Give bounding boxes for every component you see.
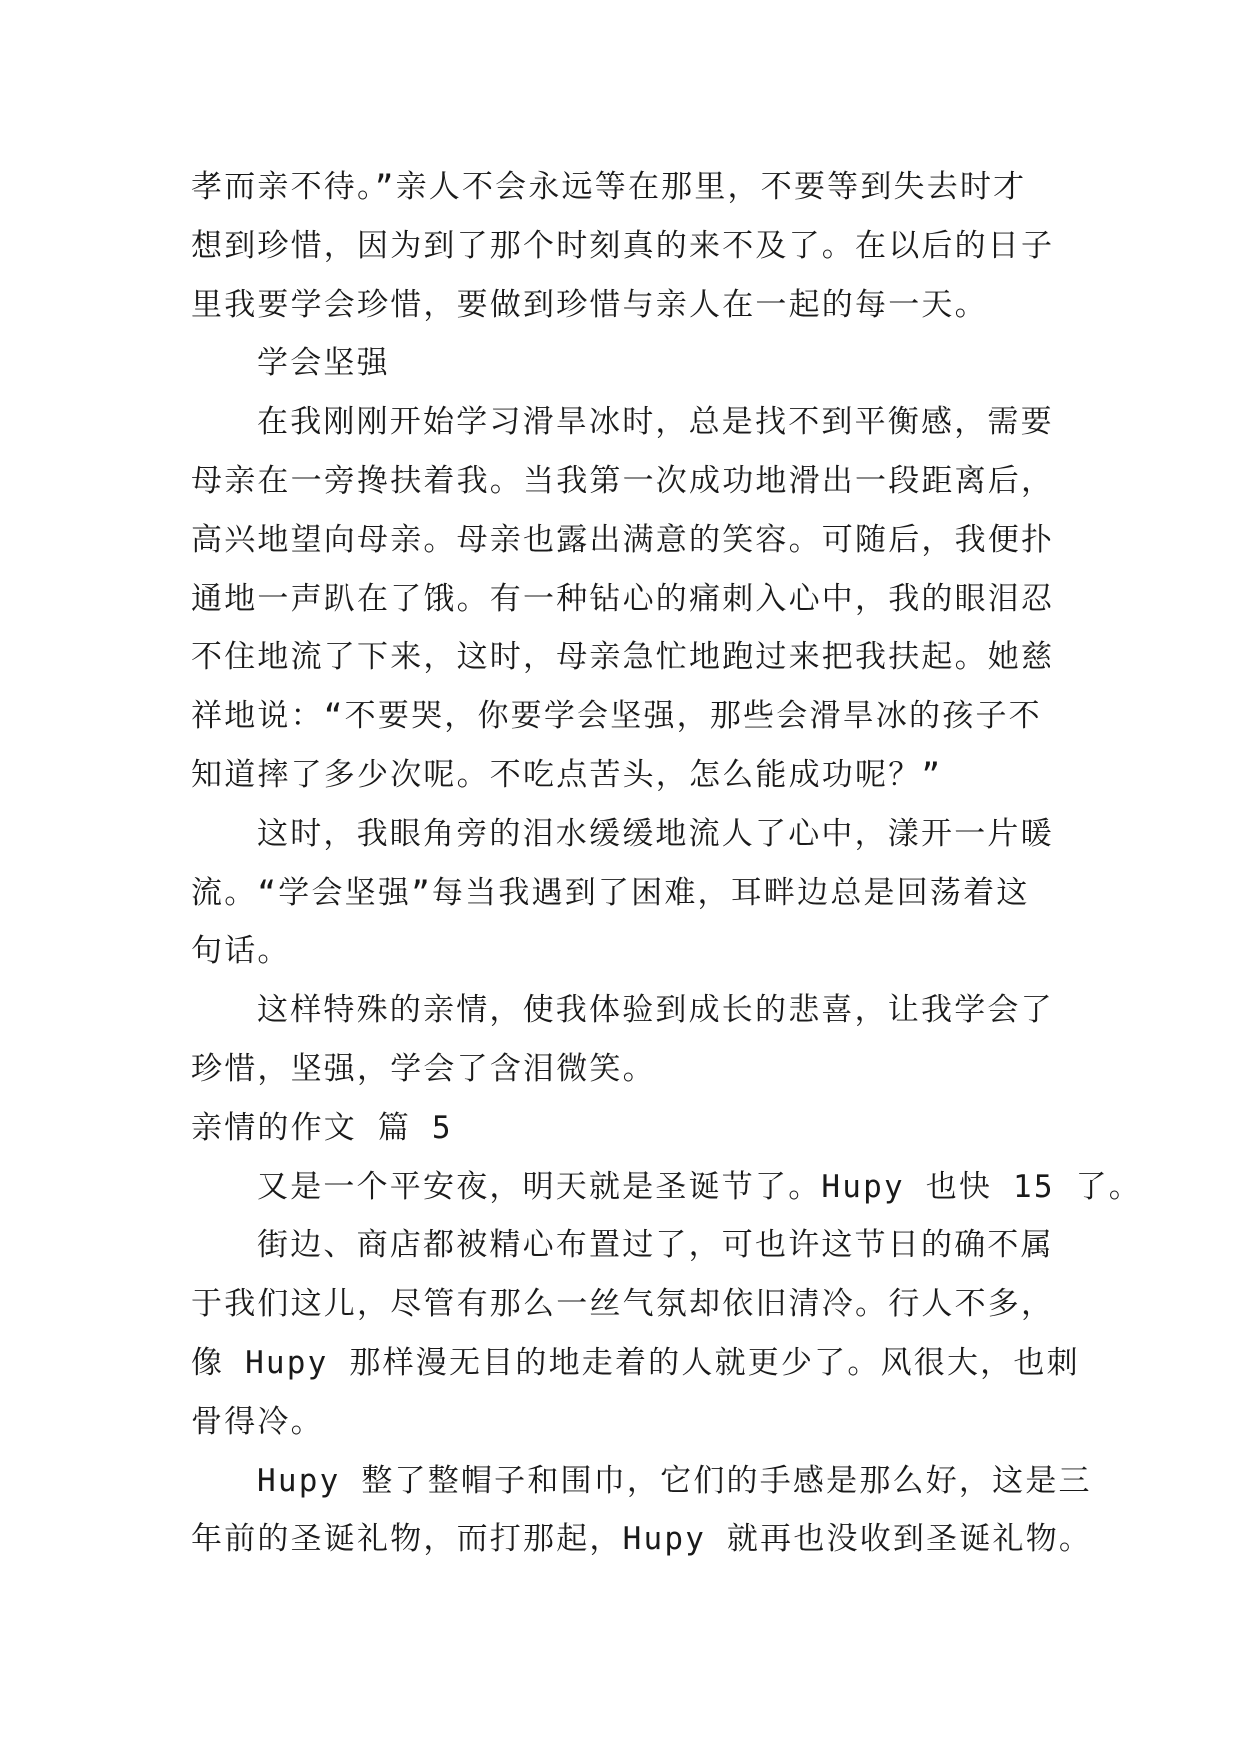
paragraph-line: 流。“学会坚强”每当我遇到了困难，耳畔边总是回荡着这 [191,874,1030,911]
paragraph-line: 想到珍惜，因为到了那个时刻真的来不及了。在以后的日子 [191,227,1055,264]
heading-text: 亲情的作文 篇 5 [191,1109,453,1146]
paragraph-line: 像 Hupy 那样漫无目的地走着的人就更少了。风很大，也刺 [191,1344,1080,1381]
paragraph [191,1452,1093,1570]
paragraph-line: 于我们这儿，尽管有那么一丝气氛却依旧清冷。行人不多， [191,1286,1055,1323]
paragraph-line: 句话。 [191,933,291,970]
section-heading [191,1099,1071,1158]
paragraph [191,1158,1142,1217]
paragraph-line: Hupy 整了整帽子和围巾，它们的手感是那么好，这是三 [257,1462,1092,1499]
paragraph-line: 这样特殊的亲情，使我体验到成长的悲喜，让我学会了 [257,992,1054,1029]
document-body [191,158,1142,1569]
paragraph-line: 通地一声趴在了饿。有一种钻心的痛刺入心中，我的眼泪忍 [191,580,1055,617]
paragraph [191,981,1071,1099]
paragraph-line: 孝而亲不待。”亲人不会永远等在那里，不要等到失去时才 [191,169,1027,205]
paragraph-line: 骨得冷。 [191,1403,324,1440]
paragraph-line: 知道摔了多少次呢。不吃点苦头，怎么能成功呢？” [191,756,943,793]
paragraph-line: 母亲在一旁搀扶着我。当我第一次成功地滑出一段距离后， [191,462,1055,499]
paragraph-line: 这时，我眼角旁的泪水缓缓地流人了心中，漾开一片暖 [257,815,1054,852]
paragraph-line: 珍惜，坚强，学会了含泪微笑。 [191,1050,656,1087]
paragraph [191,805,1071,981]
paragraph [191,334,1071,393]
paragraph [191,158,1071,334]
paragraph-line: 里我要学会珍惜，要做到珍惜与亲人在一起的每一天。 [191,286,988,323]
paragraph-line: 学会坚强 [257,345,390,382]
paragraph [191,393,1071,805]
paragraph-line: 街边、商店都被精心布置过了，可也许这节日的确不属 [257,1227,1054,1264]
paragraph-line: 祥地说：“不要哭，你要学会坚强，那些会滑旱冰的孩子不 [191,698,1042,735]
paragraph-line: 又是一个平安夜，明天就是圣诞节了。Hupy 也快 15 了。 [257,1168,1142,1205]
paragraph-line: 年前的圣诞礼物，而打那起，Hupy 就再也没收到圣诞礼物。 [191,1521,1093,1558]
paragraph-line: 不住地流了下来，这时，母亲急忙地跑过来把我扶起。她慈 [191,639,1055,676]
paragraph [191,1216,1080,1451]
paragraph-line: 高兴地望向母亲。母亲也露出满意的笑容。可随后，我便扑 [191,521,1055,558]
paragraph-line: 在我刚刚开始学习滑旱冰时，总是找不到平衡感，需要 [257,404,1054,441]
